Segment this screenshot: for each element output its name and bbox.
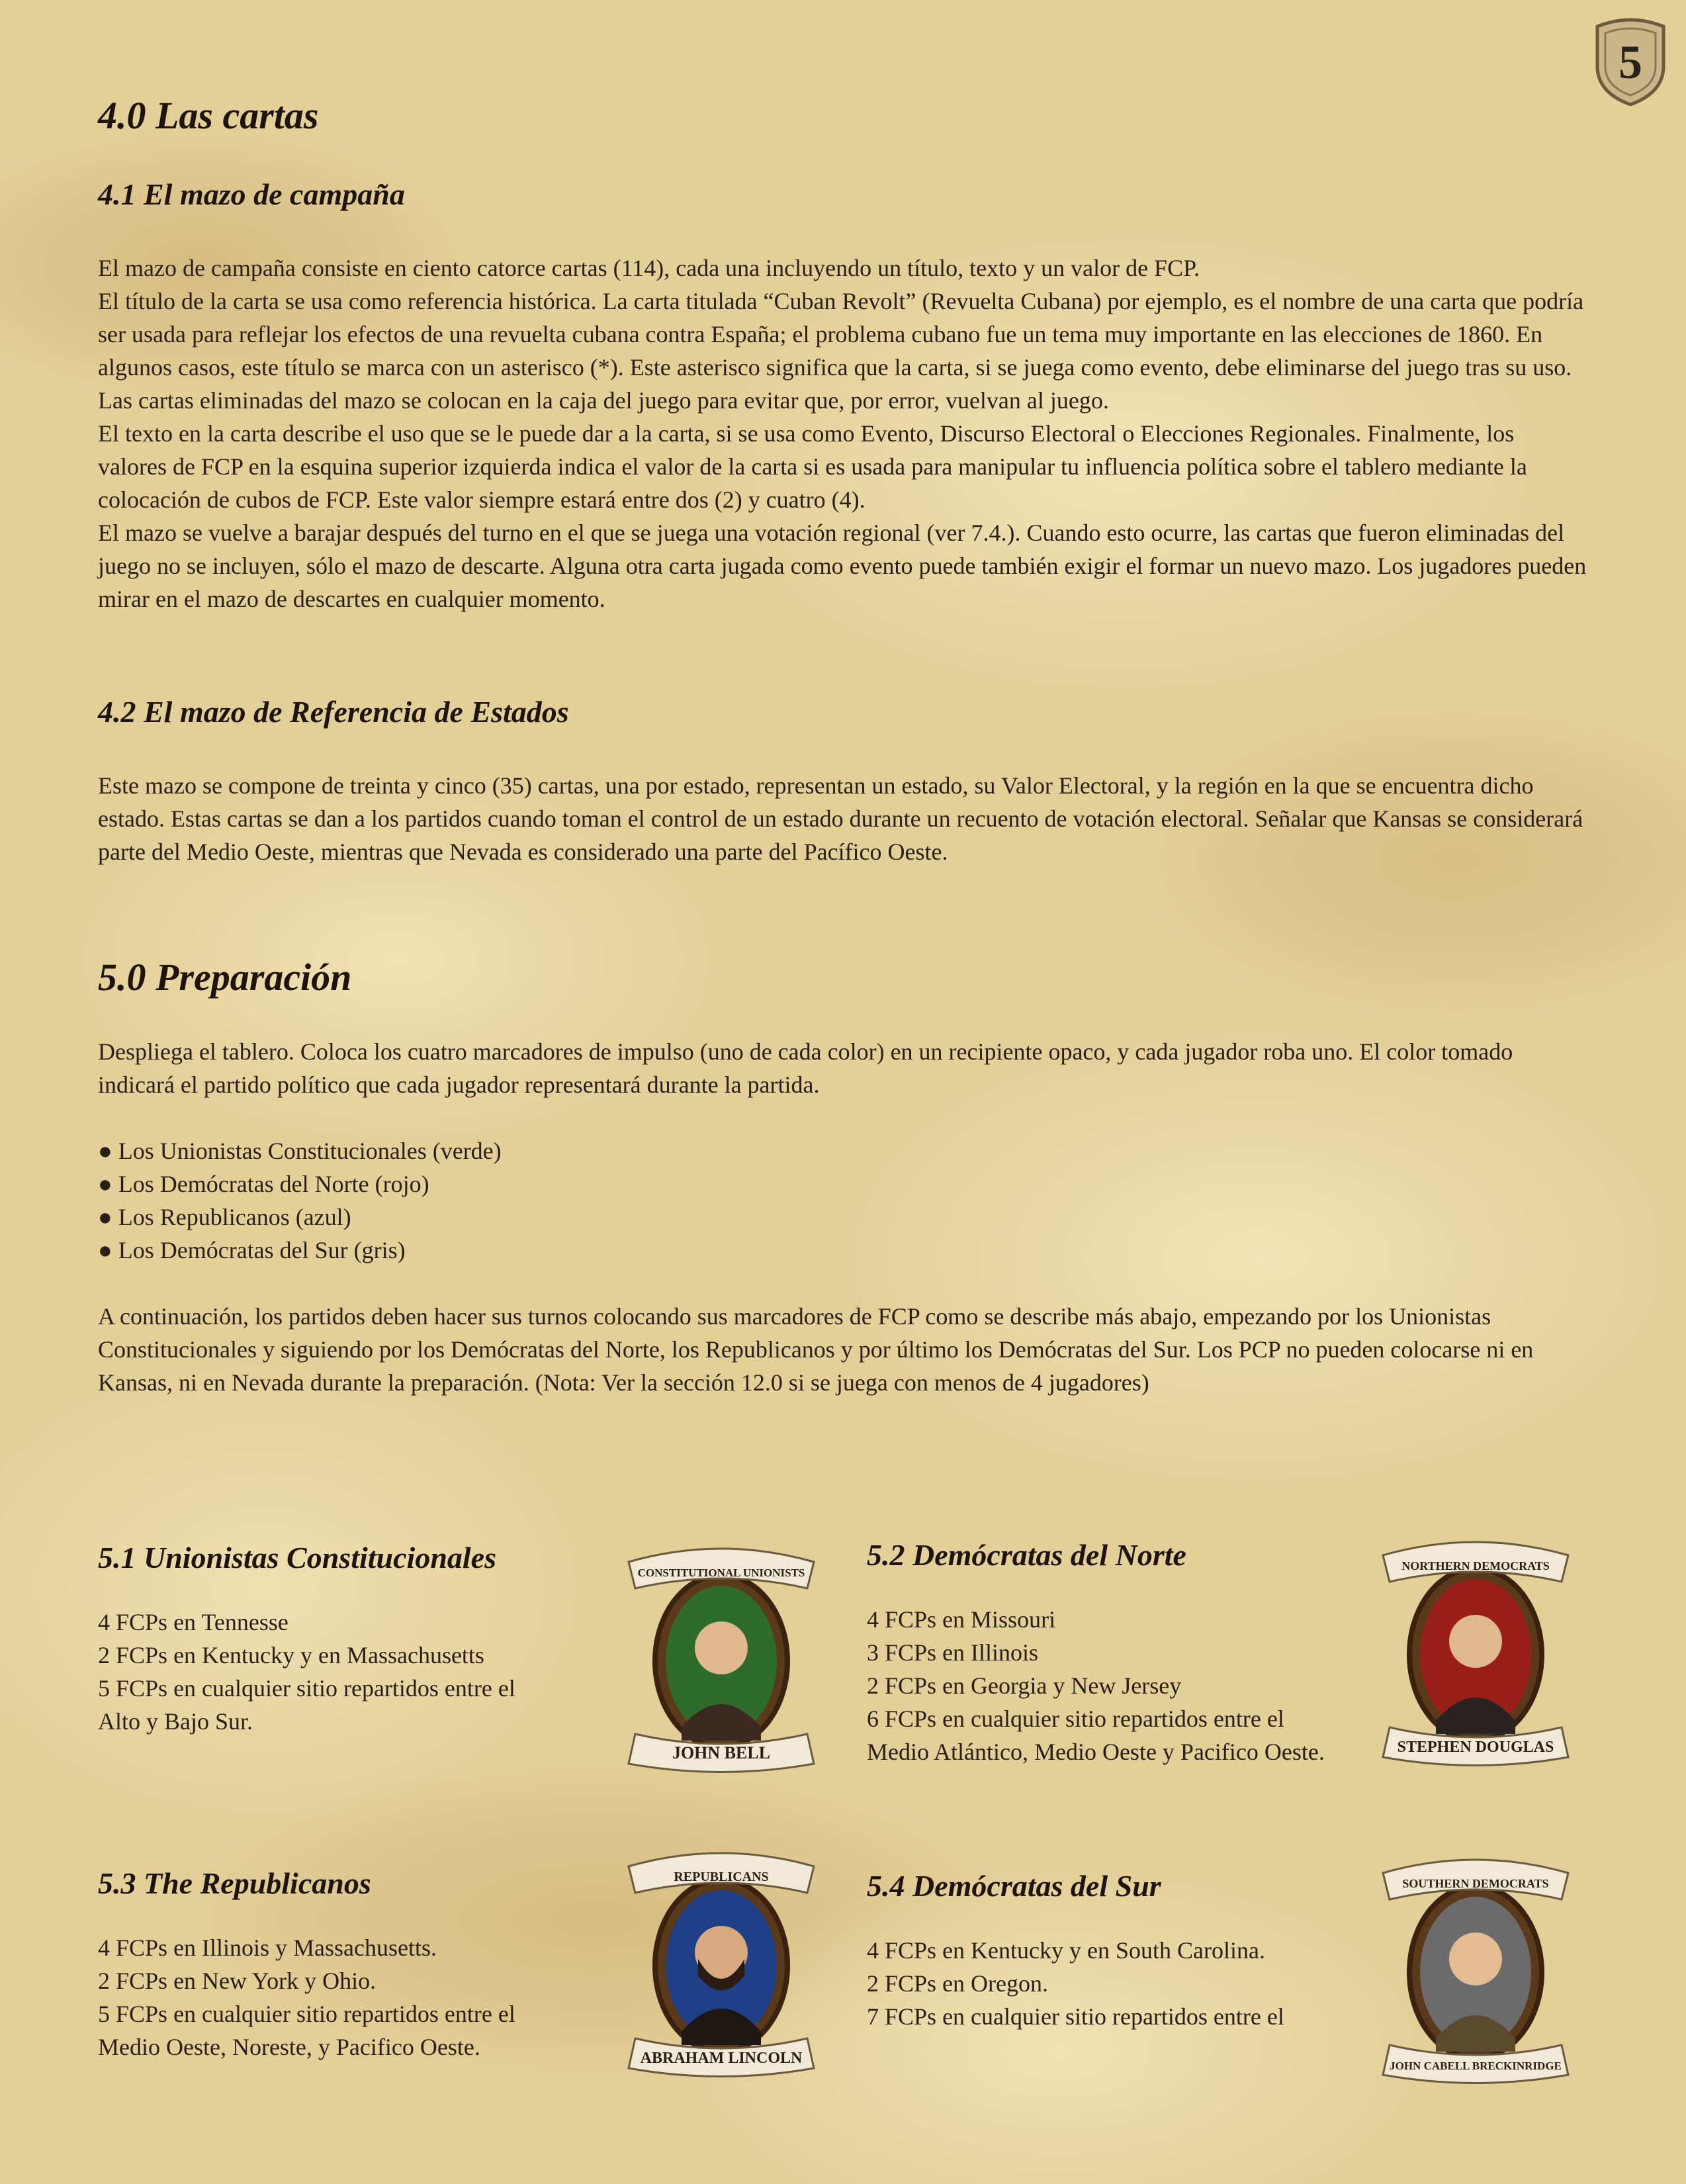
setup-line: 6 FCPs en cualquier sitio repartidos entre el [867, 1706, 1284, 1732]
shield-icon [1591, 13, 1670, 106]
setup-line: 2 FCPs en Oregon. [867, 1970, 1049, 1997]
heading-5-2: 5.2 Demócratas del Norte [867, 1538, 1186, 1572]
paragraph: Este mazo se compone de treinta y cinco (35) cartas, una por estado, representan un estado, su Valor Electoral, y la región en la que se encuentra dicho estado. Estas cartas se dan a los partidos cuando toman el control de un estado durante un recuento de votación electoral. Señalar que Kansas se considerará parte del Medio Oeste, mientras que Nevada es considerado una parte del Pacífico Oeste. [98, 772, 1583, 865]
portrait-top-label: SOUTHERN DEMOCRATS [1402, 1877, 1549, 1890]
setup-line: 4 FCPs en Illinois y Massachusetts. [98, 1934, 437, 1961]
setup-line: 7 FCPs en cualquier sitio repartidos entre el [867, 2003, 1284, 2030]
paragraph: A continuación, los partidos deben hacer sus turnos colocando sus marcadores de FCP como se describe más abajo, empezando por los Unionistas Constitucionales y siguiendo por los Demócratas del Norte, los Republicanos y por último los Demócratas del Sur. Los PCP no pueden colocarse ni en Kansas, ni en Nevada durante la preparación. (Nota: Ver la sección 12.0 si se juega con menos de 4 jugadores) [98, 1303, 1534, 1396]
portrait-abraham-lincoln [622, 1846, 821, 2085]
list-item: ● Los Republicanos (azul) [98, 1201, 1587, 1234]
section-5-0 [98, 954, 1587, 1399]
heading-5-3: 5.3 The Republicanos [98, 1866, 371, 1900]
setup-line: 4 FCPs en Kentucky y en South Carolina. [867, 1937, 1265, 1964]
portrait-top-label: CONSTITUTIONAL UNIONISTS [637, 1567, 805, 1579]
paragraph: Despliega el tablero. Coloca los cuatro marcadores de impulso (uno de cada color) en un recipiente opaco, y cada jugador roba uno. El color tomado indicará el partido político que cada jugador representará durante la partida. [98, 1038, 1513, 1098]
paragraph: El mazo se vuelve a barajar después del turno en el que se juega una votación regional (ver 7.4.). Cuando esto ocurre, las cartas que fueron eliminadas del juego no se incluyen, sólo el mazo de descarte. Alguna otra carta jugada como evento puede también exigir el formar un nuevo mazo. Los jugadores pueden mirar en el mazo de descartes en cualquier momento. [98, 520, 1587, 612]
setup-line: 5 FCPs en cualquier sitio repartidos entre el [98, 2001, 515, 2027]
page-number: 5 [1619, 36, 1642, 89]
heading-4-2: 4.2 El mazo de Referencia de Estados [98, 695, 569, 729]
heading-5-1: 5.1 Unionistas Constitucionales [98, 1541, 496, 1574]
portrait-stephen-douglas [1376, 1535, 1575, 1774]
list-item: ● Los Demócratas del Sur (gris) [98, 1234, 1587, 1267]
page-number-badge [1591, 13, 1670, 106]
setup-line: 2 FCPs en New York y Ohio. [98, 1968, 377, 1994]
heading-4-0: 4.0 Las cartas [98, 94, 319, 137]
portrait-john-bell [622, 1542, 821, 1780]
section-5-1 [98, 1539, 667, 1738]
list-item: ● Los Demócratas del Norte (rojo) [98, 1167, 1587, 1201]
portrait-bottom-label: JOHN CABELL BRECKINRIDGE [1390, 2060, 1562, 2072]
setup-line: 2 FCPs en Georgia y New Jersey [867, 1672, 1182, 1699]
paragraph: El título de la carta se usa como referencia histórica. La carta titulada “Cuban Revolt” (Revuelta Cubana) por ejemplo, es el nombre de una carta que podría ser usada para reflejar los efectos de una revuelta cubana contra España; el problema cubano fue un tema muy importante en las elecciones de 1860. En algunos casos, este título se marca con un asterisco (*). Este asterisco significa que la carta, si se juega como evento, debe eliminarse del juego tras su uso. Las cartas eliminadas del mazo se colocan en la caja del juego para evitar que, por error, vuelvan al juego. [98, 288, 1584, 414]
portrait-bottom-label: STEPHEN DOUGLAS [1397, 1739, 1554, 1756]
section-5-3 [98, 1865, 667, 2064]
paragraph: El texto en la carta describe el uso que se le puede dar a la carta, si se usa como Evento, Discurso Electoral o Elecciones Regionales. Finalmente, los valores de FCP en la esquina superior izquierda indica el valor de la carta si es usada para manipular tu influencia política sobre el tablero mediante la colocación de cubos de FCP. Este valor siempre estará entre dos (2) y cuatro (4). [98, 420, 1527, 513]
section-4-1 [98, 176, 1587, 615]
setup-line: 2 FCPs en Kentucky y en Massachusetts [98, 1642, 484, 1668]
setup-line: Medio Oeste, Noreste, y Pacifico Oeste. [98, 2034, 480, 2060]
portrait-bottom-label: JOHN BELL [672, 1743, 771, 1762]
setup-line: 4 FCPs en Tennesse [98, 1609, 288, 1635]
heading-5-4: 5.4 Demócratas del Sur [867, 1869, 1161, 1903]
setup-line: 5 FCPs en cualquier sitio repartidos entre el [98, 1675, 515, 1702]
portrait-top-label: REPUBLICANS [674, 1870, 769, 1884]
party-list [98, 1134, 1587, 1267]
setup-line: 3 FCPs en Illinois [867, 1639, 1039, 1666]
section-4-0 [98, 93, 1587, 139]
setup-line: 4 FCPs en Missouri [867, 1606, 1056, 1633]
section-4-2 [98, 694, 1587, 868]
setup-line: Medio Atlántico, Medio Oeste y Pacifico Oeste. [867, 1739, 1325, 1765]
heading-5-0: 5.0 Preparación [98, 956, 352, 999]
section-5-4 [867, 1868, 1436, 2033]
setup-line: Alto y Bajo Sur. [98, 1708, 253, 1735]
portrait-john-cabell-breckinridge [1376, 1853, 1575, 2091]
heading-4-1: 4.1 El mazo de campaña [98, 177, 405, 211]
paragraph: El mazo de campaña consiste en ciento catorce cartas (114), cada una incluyendo un título, texto y un valor de FCP. [98, 255, 1200, 281]
portrait-top-label: NORTHERN DEMOCRATS [1401, 1559, 1550, 1572]
list-item: ● Los Unionistas Constitucionales (verde) [98, 1134, 1587, 1167]
portrait-bottom-label: ABRAHAM LINCOLN [640, 2050, 803, 2067]
